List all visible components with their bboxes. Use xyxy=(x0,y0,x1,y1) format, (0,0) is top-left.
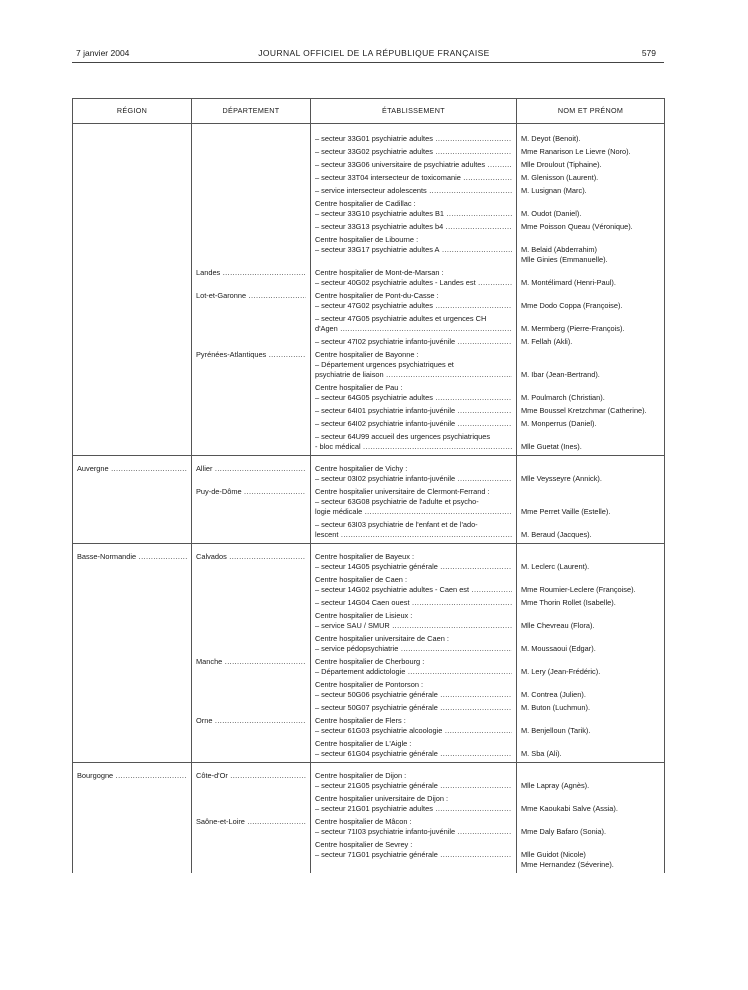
nominations-table xyxy=(72,98,665,873)
etablissement-cell xyxy=(311,291,517,350)
nom-line: Mlle Lapray (Agnès). xyxy=(521,781,590,790)
region-cell xyxy=(73,456,192,488)
etablissement-line: Centre hospitalier de Bayonne : xyxy=(315,350,419,359)
nom-entry xyxy=(521,794,660,814)
region-cell xyxy=(73,124,192,269)
nom-line: M. Monperrus (Daniel). xyxy=(521,419,597,428)
etablissement-line: – secteur 64I01 psychiatrie infanto-juvénile ..... xyxy=(315,406,512,416)
etablissement-line: – secteur 47G02 psychiatrie adultes ..... xyxy=(315,301,512,311)
etablissement-line: Centre hospitalier universitaire de Caen : xyxy=(315,634,449,643)
etablissement-entry xyxy=(315,173,512,183)
nom-entry xyxy=(521,552,660,572)
etablissement-line: psychiatrie de liaison ..... xyxy=(315,370,512,380)
etablissement-line: Centre hospitalier de Bayeux : xyxy=(315,552,415,561)
etablissement-cell xyxy=(311,350,517,456)
spacer-line xyxy=(521,291,660,301)
etablissement-entry xyxy=(315,199,512,219)
etablissement-line: – secteur 33G13 psychiatrie adultes b4 ..... xyxy=(315,222,512,232)
nom-entry xyxy=(521,716,660,736)
etablissement-entry xyxy=(315,383,512,403)
table-row xyxy=(73,487,665,544)
table-row xyxy=(73,124,665,269)
nom-entry xyxy=(521,520,660,540)
etablissement-line: Centre hospitalier de Vichy : xyxy=(315,464,408,473)
nom-line: M. Oudot (Daniel). xyxy=(521,209,582,218)
etablissement-line: – secteur 21G01 psychiatrie adultes ..... xyxy=(315,804,512,814)
departement-name: Lot-et-Garonne ..... xyxy=(196,291,306,301)
page-date: 7 janvier 2004 xyxy=(76,48,130,58)
etablissement-entry xyxy=(315,575,512,595)
nom-entry xyxy=(521,235,660,265)
etablissement-line: – secteur 71I03 psychiatrie infanto-juvénile ..... xyxy=(315,827,512,837)
region-name: Basse-Normandie ..... xyxy=(77,552,187,562)
etablissement-entry xyxy=(315,464,512,484)
region-cell xyxy=(73,291,192,350)
etablissement-line: logie médicale ..... xyxy=(315,507,512,517)
etablissement-entry xyxy=(315,634,512,654)
table-row xyxy=(73,268,665,291)
nom-cell xyxy=(517,817,665,873)
departement-cell xyxy=(192,657,311,716)
column-header-nom: NOM ET PRÉNOM xyxy=(517,99,665,124)
table-row xyxy=(73,763,665,818)
departement-cell xyxy=(192,763,311,818)
spacer-line xyxy=(521,716,660,726)
etablissement-line: – secteur 03I02 psychiatrie infanto-juvénile ..... xyxy=(315,474,512,484)
nom-line: Mme Poisson Queau (Véronique). xyxy=(521,222,633,231)
spacer-line xyxy=(521,575,660,585)
spacer-line xyxy=(521,268,660,278)
nom-line: Mme Perret Vaille (Estelle). xyxy=(521,507,611,516)
nom-line: M. Sba (Ali). xyxy=(521,749,562,758)
region-cell xyxy=(73,763,192,818)
nom-line: Mlle Ginies (Emmanuelle). xyxy=(521,255,608,264)
etablissement-line: – secteur 33T04 intersecteur de toxicomanie ..... xyxy=(315,173,512,183)
spacer-line xyxy=(521,739,660,749)
etablissement-line: – secteur 33G06 universitaire de psychiatrie adultes ..... xyxy=(315,160,512,170)
etablissement-entry xyxy=(315,680,512,700)
region-cell xyxy=(73,817,192,873)
spacer-line xyxy=(521,497,660,507)
etablissement-line: – secteur 71G01 psychiatrie générale ..... xyxy=(315,850,512,860)
etablissement-line: – service pédopsychiatrie ..... xyxy=(315,644,512,654)
nom-cell xyxy=(517,291,665,350)
etablissement-line: Centre hospitalier de L'Aigle : xyxy=(315,739,412,748)
etablissement-entry xyxy=(315,314,512,334)
etablissement-cell xyxy=(311,268,517,291)
table-row xyxy=(73,291,665,350)
etablissement-entry xyxy=(315,186,512,196)
nom-line: M. Montélimard (Henri-Paul). xyxy=(521,278,616,287)
spacer-line xyxy=(521,360,660,370)
departement-name: Orne ..... xyxy=(196,716,306,726)
spacer-line xyxy=(521,487,660,497)
nom-entry xyxy=(521,268,660,288)
etablissement-line: Centre hospitalier de Flers : xyxy=(315,716,406,725)
departement-cell xyxy=(192,456,311,488)
nom-entry xyxy=(521,575,660,595)
etablissement-entry xyxy=(315,520,512,540)
nom-line: Mme Daly Bafaro (Sonia). xyxy=(521,827,607,836)
etablissement-cell xyxy=(311,544,517,658)
nom-line: M. Mermberg (Pierre-François). xyxy=(521,324,625,333)
etablissement-entry xyxy=(315,268,512,288)
spacer-line xyxy=(521,350,660,360)
departement-name: Calvados ..... xyxy=(196,552,306,562)
nom-line: Mme Boussel Kretzchmar (Catherine). xyxy=(521,406,647,415)
nom-line: Mlle Veysseyre (Annick). xyxy=(521,474,602,483)
nom-cell xyxy=(517,268,665,291)
nom-line: Mlle Guidot (Nicole) xyxy=(521,850,586,859)
nom-line: M. Leclerc (Laurent). xyxy=(521,562,590,571)
etablissement-entry xyxy=(315,794,512,814)
spacer-line xyxy=(521,520,660,530)
nom-entry xyxy=(521,350,660,380)
page-number: 579 xyxy=(641,48,656,58)
etablissement-line: Centre hospitalier de Sevrey : xyxy=(315,840,413,849)
nom-cell xyxy=(517,487,665,544)
nom-entry xyxy=(521,840,660,870)
nom-entry xyxy=(521,680,660,700)
departement-cell xyxy=(192,817,311,873)
table-row xyxy=(73,544,665,658)
nom-line: M. Glenisson (Laurent). xyxy=(521,173,599,182)
etablissement-line: – secteur 47I02 psychiatrie infanto-juvénile ..... xyxy=(315,337,512,347)
nom-entry xyxy=(521,383,660,403)
etablissement-entry xyxy=(315,657,512,677)
etablissement-entry xyxy=(315,817,512,837)
nom-line: Mme Roumier-Leclere (Françoise). xyxy=(521,585,636,594)
departement-name: Allier ..... xyxy=(196,464,306,474)
table-row xyxy=(73,456,665,488)
nom-cell xyxy=(517,763,665,818)
table-body xyxy=(73,124,665,874)
etablissement-line: – secteur 64U99 accueil des urgences psychiatriques xyxy=(315,432,491,441)
spacer-line xyxy=(521,657,660,667)
etablissement-line: – secteur 50G07 psychiatrie générale ..... xyxy=(315,703,512,713)
etablissement-line: Centre hospitalier de Mâcon : xyxy=(315,817,412,826)
nom-line: M. Contrea (Julien). xyxy=(521,690,586,699)
etablissement-entry xyxy=(315,134,512,144)
spacer-line xyxy=(521,817,660,827)
etablissement-entry xyxy=(315,406,512,416)
spacer-line xyxy=(521,611,660,621)
departement-cell xyxy=(192,350,311,456)
departement-name: Manche ..... xyxy=(196,657,306,667)
etablissement-line: Centre hospitalier universitaire de Dijon : xyxy=(315,794,449,803)
etablissement-entry xyxy=(315,611,512,631)
nom-entry xyxy=(521,222,660,232)
etablissement-cell xyxy=(311,817,517,873)
nom-entry xyxy=(521,419,660,429)
region-cell xyxy=(73,716,192,763)
nom-entry xyxy=(521,134,660,144)
nom-entry xyxy=(521,337,660,347)
nom-line: M. Ibar (Jean-Bertrand). xyxy=(521,370,600,379)
etablissement-line: – Département addictologie ..... xyxy=(315,667,512,677)
etablissement-entry xyxy=(315,716,512,736)
etablissement-line: – secteur 61G04 psychiatrie générale ..... xyxy=(315,749,512,759)
nom-entry xyxy=(521,173,660,183)
column-header-departement: DÉPARTEMENT xyxy=(192,99,311,124)
nom-entry xyxy=(521,186,660,196)
etablissement-entry xyxy=(315,771,512,791)
etablissement-entry xyxy=(315,419,512,429)
etablissement-cell xyxy=(311,716,517,763)
etablissement-line: – secteur 21G05 psychiatrie générale ..... xyxy=(315,781,512,791)
header-rule xyxy=(72,62,664,63)
nom-entry xyxy=(521,817,660,837)
etablissement-entry xyxy=(315,291,512,311)
nom-line: M. Moussaoui (Edgar). xyxy=(521,644,596,653)
etablissement-line: Centre hospitalier de Mont-de-Marsan : xyxy=(315,268,444,277)
nom-cell xyxy=(517,124,665,269)
etablissement-entry xyxy=(315,598,512,608)
etablissement-line: – secteur 33G10 psychiatrie adultes B1 ..... xyxy=(315,209,512,219)
spacer-line xyxy=(521,464,660,474)
nom-line: M. Beraud (Jacques). xyxy=(521,530,592,539)
nom-line: Mme Ranarison Le Lievre (Noro). xyxy=(521,147,631,156)
etablissement-entry xyxy=(315,739,512,759)
region-name: Auvergne ..... xyxy=(77,464,187,474)
etablissement-line: – service intersecteur adolescents ..... xyxy=(315,186,512,196)
etablissement-line: – secteur 14G02 psychiatrie adultes - Caen est ..... xyxy=(315,585,512,595)
journal-title: JOURNAL OFFICIEL DE LA RÉPUBLIQUE FRANÇAISE xyxy=(258,48,490,58)
departement-name: Landes ..... xyxy=(196,268,306,278)
nom-cell xyxy=(517,657,665,716)
column-header-etablissement: ÉTABLISSEMENT xyxy=(311,99,517,124)
nom-entry xyxy=(521,634,660,654)
table-row xyxy=(73,657,665,716)
etablissement-line: – secteur 63I03 psychiatrie de l'enfant et de l'ado- xyxy=(315,520,478,529)
table-row xyxy=(73,350,665,456)
nom-entry xyxy=(521,147,660,157)
spacer-line xyxy=(521,794,660,804)
nom-line: M. Lusignan (Marc). xyxy=(521,186,587,195)
departement-cell xyxy=(192,487,311,544)
etablissement-line: Centre hospitalier de Pau : xyxy=(315,383,403,392)
nom-entry xyxy=(521,703,660,713)
etablissement-line: Centre hospitalier de Caen : xyxy=(315,575,408,584)
nom-line: M. Fellah (Akli). xyxy=(521,337,573,346)
etablissement-entry xyxy=(315,703,512,713)
etablissement-cell xyxy=(311,456,517,488)
nom-line: Mlle Chevreau (Flora). xyxy=(521,621,595,630)
spacer-line xyxy=(521,314,660,324)
etablissement-entry xyxy=(315,840,512,860)
spacer-line xyxy=(521,199,660,209)
etablissement-cell xyxy=(311,487,517,544)
nom-entry xyxy=(521,464,660,484)
nom-line: Mme Thorin Rollet (Isabelle). xyxy=(521,598,616,607)
nom-line: Mme Kaoukabi Salve (Assia). xyxy=(521,804,618,813)
spacer-line xyxy=(521,680,660,690)
spacer-line xyxy=(521,432,660,442)
spacer-line xyxy=(521,634,660,644)
region-name: Bourgogne ..... xyxy=(77,771,187,781)
nom-cell xyxy=(517,716,665,763)
etablissement-line: lescent ..... xyxy=(315,530,512,540)
nom-entry xyxy=(521,406,660,416)
departement-cell xyxy=(192,268,311,291)
etablissement-entry xyxy=(315,222,512,232)
etablissement-line: Centre hospitalier de Pontorson : xyxy=(315,680,424,689)
table-header-row xyxy=(73,99,665,124)
departement-cell xyxy=(192,124,311,269)
nom-entry xyxy=(521,598,660,608)
departement-cell xyxy=(192,716,311,763)
nom-entry xyxy=(521,160,660,170)
etablissement-line: Centre hospitalier de Pont-du-Casse : xyxy=(315,291,439,300)
etablissement-line: – service SAU / SMUR ..... xyxy=(315,621,512,631)
etablissement-entry xyxy=(315,235,512,255)
table-row xyxy=(73,817,665,873)
nom-line: M. Buton (Luchmun). xyxy=(521,703,591,712)
table-row xyxy=(73,716,665,763)
nom-entry xyxy=(521,657,660,677)
etablissement-line: – secteur 63G08 psychiatrie de l'adulte et psycho- xyxy=(315,497,479,506)
spacer-line xyxy=(521,771,660,781)
departement-cell xyxy=(192,291,311,350)
etablissement-line: Centre hospitalier de Lisieux : xyxy=(315,611,413,620)
nom-line: M. Benjelloun (Tarik). xyxy=(521,726,591,735)
nom-line: Mme Dodo Coppa (Françoise). xyxy=(521,301,623,310)
etablissement-cell xyxy=(311,763,517,818)
departement-name: Côte-d'Or ..... xyxy=(196,771,306,781)
etablissement-line: – secteur 61G03 psychiatrie alcoologie ..... xyxy=(315,726,512,736)
departement-name: Puy-de-Dôme ..... xyxy=(196,487,306,497)
etablissement-line: – secteur 64G05 psychiatrie adultes ..... xyxy=(315,393,512,403)
nom-entry xyxy=(521,432,660,452)
region-cell xyxy=(73,350,192,456)
etablissement-line: d'Agen ..... xyxy=(315,324,512,334)
etablissement-cell xyxy=(311,657,517,716)
etablissement-line: – secteur 64I02 psychiatrie infanto-juvénile ..... xyxy=(315,419,512,429)
region-cell xyxy=(73,544,192,658)
spacer-line xyxy=(521,840,660,850)
nom-line: M. Lery (Jean-Frédéric). xyxy=(521,667,601,676)
etablissement-entry xyxy=(315,552,512,572)
departement-name: Saône-et-Loire ..... xyxy=(196,817,306,827)
nom-entry xyxy=(521,314,660,334)
departement-name: Pyrénées-Atlantiques ..... xyxy=(196,350,306,360)
etablissement-line: – secteur 14G05 psychiatrie générale ..... xyxy=(315,562,512,572)
etablissement-line: – secteur 33G17 psychiatrie adultes A ..... xyxy=(315,245,512,255)
etablissement-line: Centre hospitalier de Cadillac : xyxy=(315,199,416,208)
etablissement-line: – secteur 33G01 psychiatrie adultes ..... xyxy=(315,134,512,144)
etablissement-line: Centre hospitalier universitaire de Clermont-Ferrand : xyxy=(315,487,490,496)
region-cell xyxy=(73,657,192,716)
etablissement-entry xyxy=(315,350,512,380)
etablissement-line: – secteur 14G04 Caen ouest ..... xyxy=(315,598,512,608)
etablissement-entry xyxy=(315,432,512,452)
etablissement-entry xyxy=(315,487,512,517)
nom-cell xyxy=(517,456,665,488)
etablissement-line: – Département urgences psychiatriques et xyxy=(315,360,454,369)
etablissement-line: Centre hospitalier de Libourne : xyxy=(315,235,419,244)
nom-line: Mlle Droulout (Tiphaine). xyxy=(521,160,602,169)
nom-line: Mlle Guetat (Ines). xyxy=(521,442,582,451)
etablissement-entry xyxy=(315,147,512,157)
nom-cell xyxy=(517,544,665,658)
nom-line: M. Poulmarch (Christian). xyxy=(521,393,605,402)
region-cell xyxy=(73,268,192,291)
nom-line: M. Deyot (Benoit). xyxy=(521,134,581,143)
nom-entry xyxy=(521,199,660,219)
spacer-line xyxy=(521,552,660,562)
nom-line: Mme Hernandez (Séverine). xyxy=(521,860,614,869)
nom-entry xyxy=(521,771,660,791)
etablissement-line: – secteur 50G06 psychiatrie générale ..... xyxy=(315,690,512,700)
etablissement-entry xyxy=(315,160,512,170)
column-header-region: RÉGION xyxy=(73,99,192,124)
departement-cell xyxy=(192,544,311,658)
etablissement-entry xyxy=(315,337,512,347)
nom-entry xyxy=(521,291,660,311)
etablissement-line: Centre hospitalier de Cherbourg : xyxy=(315,657,425,666)
etablissement-line: Centre hospitalier de Dijon : xyxy=(315,771,407,780)
region-cell xyxy=(73,487,192,544)
nom-line: M. Belaid (Abderrahim) xyxy=(521,245,597,254)
nom-cell xyxy=(517,350,665,456)
etablissement-line: – secteur 47G05 psychiatrie adultes et urgences CH xyxy=(315,314,487,323)
etablissement-line: - bloc médical ..... xyxy=(315,442,512,452)
spacer-line xyxy=(521,383,660,393)
etablissement-line: – secteur 40G02 psychiatrie adultes - Landes est ..... xyxy=(315,278,512,288)
nom-entry xyxy=(521,611,660,631)
spacer-line xyxy=(521,235,660,245)
etablissement-cell xyxy=(311,124,517,269)
nom-entry xyxy=(521,739,660,759)
nom-entry xyxy=(521,487,660,517)
etablissement-line: – secteur 33G02 psychiatrie adultes ..... xyxy=(315,147,512,157)
